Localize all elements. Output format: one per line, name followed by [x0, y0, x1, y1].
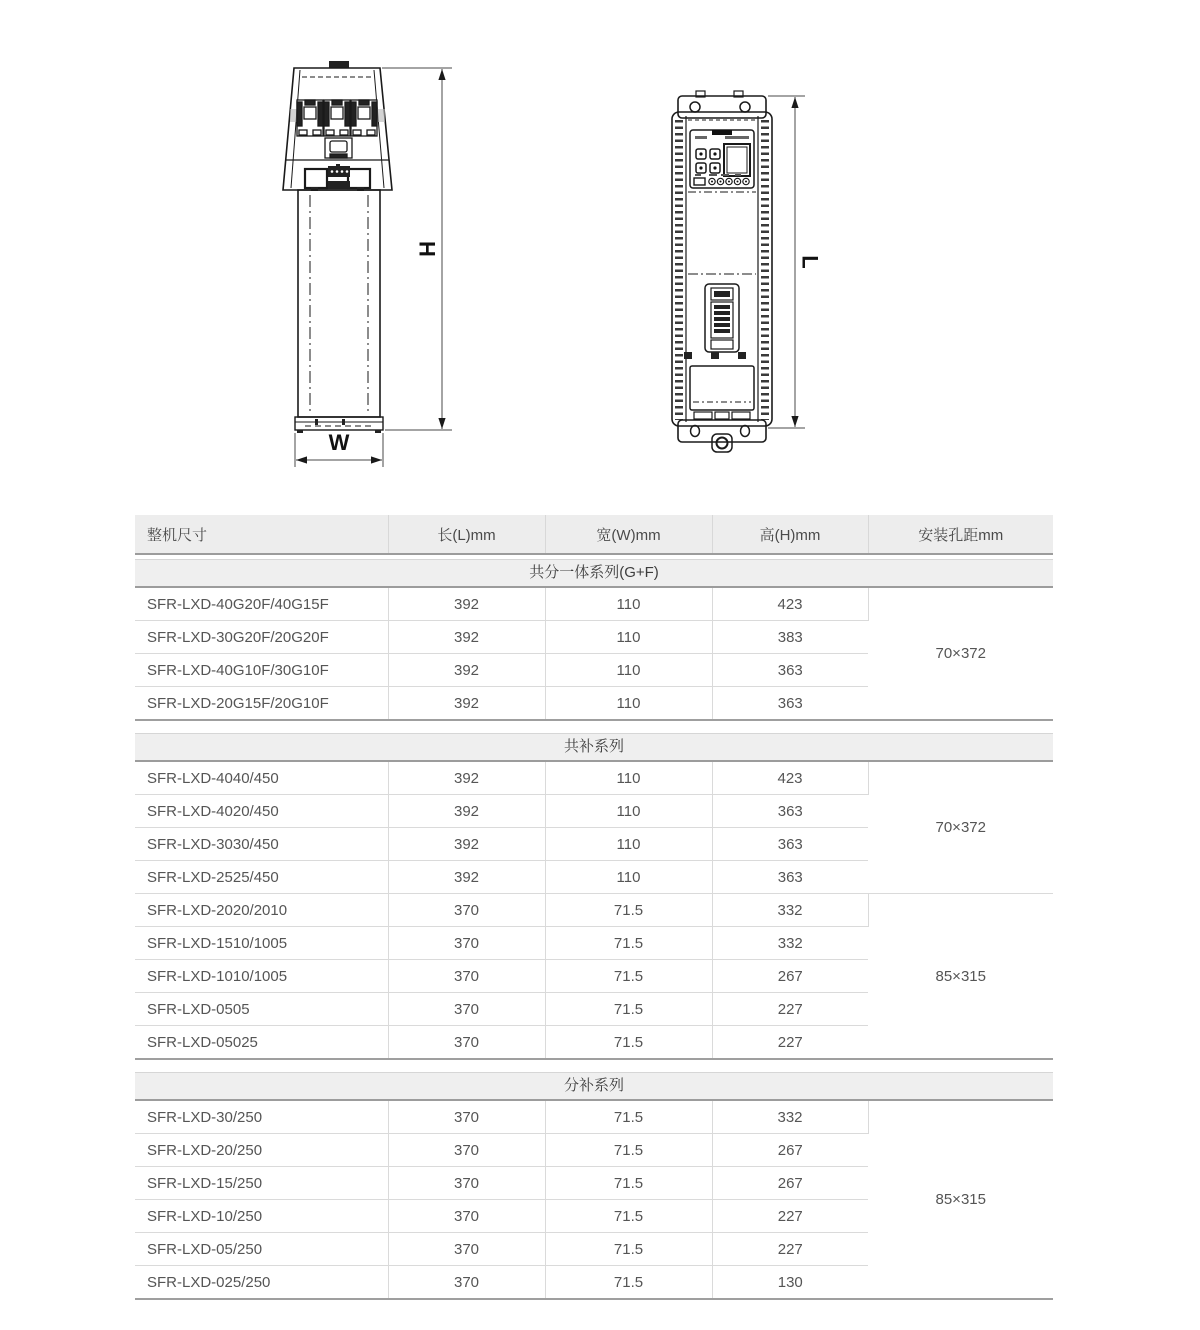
table-section — [135, 733, 1053, 1060]
spec-table-header-row — [135, 515, 1053, 554]
width-cell: 71.5 — [545, 1233, 712, 1266]
width-cell: 71.5 — [545, 1266, 712, 1300]
height-cell: 332 — [712, 1101, 868, 1134]
top-tab — [329, 61, 349, 68]
length-cell: 370 — [388, 894, 545, 927]
column-header: 安装孔距mm — [868, 515, 1053, 554]
table-section — [135, 559, 1053, 721]
length-cell: 392 — [388, 762, 545, 795]
model-cell: SFR-LXD-0505 — [135, 993, 388, 1026]
width-cell: 71.5 — [545, 1026, 712, 1060]
width-cell: 71.5 — [545, 1134, 712, 1167]
table-row — [135, 762, 1053, 795]
length-cell: 392 — [388, 654, 545, 687]
width-cell: 71.5 — [545, 894, 712, 927]
hole-distance-cell: 85×315 — [868, 894, 1053, 1060]
dimension-label-l: L — [797, 255, 823, 269]
width-cell: 110 — [545, 795, 712, 828]
table-row — [135, 894, 1053, 927]
length-cell: 370 — [388, 1101, 545, 1134]
length-cell: 392 — [388, 795, 545, 828]
length-cell: 370 — [388, 1200, 545, 1233]
section-data-table — [135, 762, 1053, 1060]
length-cell: 370 — [388, 1167, 545, 1200]
model-cell: SFR-LXD-20/250 — [135, 1134, 388, 1167]
length-cell: 392 — [388, 588, 545, 621]
center-connector — [325, 138, 352, 158]
width-cell: 110 — [545, 588, 712, 621]
height-cell: 332 — [712, 927, 868, 960]
lower-panel — [690, 366, 754, 410]
model-cell: SFR-LXD-10/250 — [135, 1200, 388, 1233]
model-cell: SFR-LXD-30/250 — [135, 1101, 388, 1134]
height-cell: 363 — [712, 795, 868, 828]
width-cell: 110 — [545, 621, 712, 654]
control-panel — [690, 130, 754, 188]
lower-connectors — [305, 166, 370, 191]
length-cell: 370 — [388, 1266, 545, 1300]
width-cell: 110 — [545, 828, 712, 861]
length-cell: 392 — [388, 861, 545, 894]
hole-distance-cell: 70×372 — [868, 762, 1053, 894]
height-cell: 227 — [712, 1026, 868, 1060]
height-cell: 363 — [712, 654, 868, 687]
section-title: 共分一体系列(G+F) — [135, 559, 1053, 588]
model-cell: SFR-LXD-3030/450 — [135, 828, 388, 861]
length-cell: 370 — [388, 960, 545, 993]
column-header: 整机尺寸 — [135, 515, 388, 554]
model-cell: SFR-LXD-1510/1005 — [135, 927, 388, 960]
hole-distance-cell: 85×315 — [868, 1101, 1053, 1299]
height-cell: 227 — [712, 993, 868, 1026]
width-cell: 71.5 — [545, 1167, 712, 1200]
dimension-h — [382, 68, 452, 430]
switch-modules — [297, 100, 377, 136]
model-cell: SFR-LXD-2525/450 — [135, 861, 388, 894]
width-cell: 71.5 — [545, 993, 712, 1026]
section-title: 共补系列 — [135, 733, 1053, 762]
width-cell: 110 — [545, 762, 712, 795]
height-cell: 363 — [712, 861, 868, 894]
section-title: 分补系列 — [135, 1072, 1053, 1101]
height-cell: 267 — [712, 1167, 868, 1200]
model-cell: SFR-LXD-2020/2010 — [135, 894, 388, 927]
height-cell: 423 — [712, 762, 868, 795]
height-cell: 383 — [712, 621, 868, 654]
model-cell: SFR-LXD-20G15F/20G10F — [135, 687, 388, 721]
height-cell: 227 — [712, 1200, 868, 1233]
lcd-screen — [724, 144, 750, 176]
length-cell: 370 — [388, 927, 545, 960]
width-cell: 71.5 — [545, 1101, 712, 1134]
model-cell: SFR-LXD-4040/450 — [135, 762, 388, 795]
height-cell: 130 — [712, 1266, 868, 1300]
dimension-w — [295, 430, 383, 467]
width-cell: 110 — [545, 654, 712, 687]
model-cell: SFR-LXD-1010/1005 — [135, 960, 388, 993]
dimension-label-h: H — [414, 241, 440, 257]
model-cell: SFR-LXD-4020/450 — [135, 795, 388, 828]
length-cell: 370 — [388, 1233, 545, 1266]
table-row — [135, 588, 1053, 621]
section-data-table — [135, 1101, 1053, 1300]
height-cell: 332 — [712, 894, 868, 927]
height-cell: 423 — [712, 588, 868, 621]
length-cell: 370 — [388, 993, 545, 1026]
breaker-switch — [705, 284, 739, 352]
length-cell: 370 — [388, 1134, 545, 1167]
hole-distance-cell: 70×372 — [868, 588, 1053, 720]
column-header: 长(L)mm — [388, 515, 545, 554]
section-data-table — [135, 588, 1053, 721]
height-cell: 227 — [712, 1233, 868, 1266]
model-cell: SFR-LXD-15/250 — [135, 1167, 388, 1200]
table-section — [135, 1072, 1053, 1300]
height-cell: 267 — [712, 960, 868, 993]
spec-table-sections — [135, 559, 1053, 1300]
model-cell: SFR-LXD-05025 — [135, 1026, 388, 1060]
height-cell: 363 — [712, 687, 868, 721]
bottom-mounting-bracket — [678, 420, 766, 452]
model-cell: SFR-LXD-40G10F/30G10F — [135, 654, 388, 687]
width-cell: 71.5 — [545, 1200, 712, 1233]
length-cell: 370 — [388, 1026, 545, 1060]
length-cell: 392 — [388, 828, 545, 861]
spec-table-header — [135, 515, 1053, 555]
length-cell: 392 — [388, 621, 545, 654]
width-cell: 71.5 — [545, 927, 712, 960]
device-body — [672, 112, 772, 426]
height-cell: 363 — [712, 828, 868, 861]
dimension-l — [768, 96, 823, 428]
dimension-label-w: W — [328, 430, 350, 455]
model-cell: SFR-LXD-05/250 — [135, 1233, 388, 1266]
table-row — [135, 1101, 1053, 1134]
width-cell: 110 — [545, 687, 712, 721]
column-header: 宽(W)mm — [545, 515, 712, 554]
width-cell: 110 — [545, 861, 712, 894]
model-cell: SFR-LXD-40G20F/40G15F — [135, 588, 388, 621]
top-mounting-bracket — [678, 91, 766, 118]
model-cell: SFR-LXD-025/250 — [135, 1266, 388, 1300]
device-panel-view-drawing — [655, 86, 825, 456]
column-header: 高(H)mm — [712, 515, 868, 554]
device-front-view-drawing — [275, 52, 475, 472]
panel-buttons — [696, 149, 720, 173]
length-cell: 392 — [388, 687, 545, 721]
height-cell: 267 — [712, 1134, 868, 1167]
model-cell: SFR-LXD-30G20F/20G20F — [135, 621, 388, 654]
spec-table — [135, 515, 1053, 1300]
width-cell: 71.5 — [545, 960, 712, 993]
